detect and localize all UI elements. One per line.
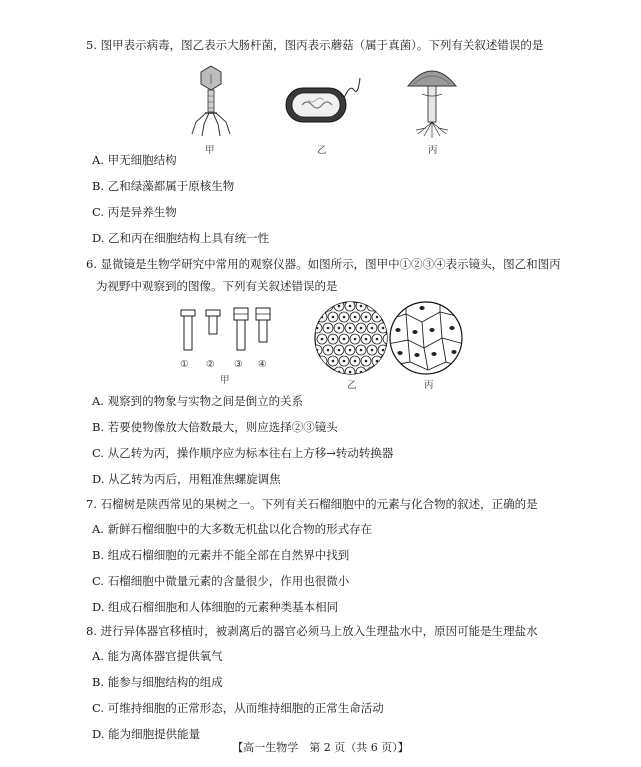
q8-option-b: B. 能参与细胞结构的组成 [92, 675, 223, 689]
virus-figure [186, 62, 236, 142]
q6-stem-line2: 为视野中观察到的图像。下列有关叙述错误的是 [96, 279, 338, 293]
lens-label-3: ③ [234, 359, 243, 370]
field-of-view-yi [313, 300, 389, 376]
q7-stem: 7. 石榴树是陕西常见的果树之一。下列有关石榴细胞中的元素与化合物的叙述，正确的是 [86, 497, 538, 511]
q5-option-b: B. 乙和绿藻都属于原核生物 [92, 179, 235, 193]
q7-option-d: D. 组成石榴细胞和人体细胞的元素种类基本相同 [92, 600, 339, 614]
q8-option-a: A. 能为离体器官提供氧气 [92, 649, 223, 663]
field-of-view-bing [388, 300, 464, 376]
lens-label-2: ② [206, 359, 215, 370]
q8-option-c: C. 可维持细胞的正常形态，从而维持细胞的正常生命活动 [92, 701, 384, 715]
q7-option-a: A. 新鲜石榴细胞中的大多数无机盐以化合物的形式存在 [92, 522, 373, 536]
q6-stem-line1: 6. 显微镜是生物学研究中常用的观察仪器。如图所示，图甲中①②③④表示镜头，图乙和图丙 [86, 257, 561, 271]
q8-stem: 8. 进行异体器官移植时，被剥离后的器官必须马上放入生理盐水中，原因可能是生理盐水 [86, 624, 538, 638]
q5-option-a: A. 甲无细胞结构 [92, 153, 177, 167]
q6-option-d: D. 从乙转为丙后，用粗准焦螺旋调焦 [92, 472, 281, 486]
q5-option-d: D. 乙和丙在细胞结构上具有统一性 [92, 231, 270, 245]
q5-fig-label-jia: 甲 [205, 145, 215, 156]
q5-fig-label-yi: 乙 [317, 145, 327, 156]
q5-fig-label-bing: 丙 [428, 145, 438, 156]
mushroom-figure [404, 62, 460, 140]
q6-fig-label-yi: 乙 [347, 380, 357, 391]
q6-option-b: B. 若要使物像放大倍数最大，则应选择②③镜头 [92, 420, 338, 434]
q6-option-a: A. 观察到的物象与实物之间是倒立的关系 [92, 394, 304, 408]
lens-label-1: ① [180, 359, 189, 370]
q6-fig-label-bing: 丙 [424, 380, 434, 391]
q6-fig-label-jia: 甲 [220, 375, 230, 386]
page-footer: 【高一生物学 第 2 页（共 6 页）】 [232, 741, 409, 754]
q7-option-c: C. 石榴细胞中微量元素的含量很少，作用也很微小 [92, 574, 350, 588]
q5-stem: 5. 图甲表示病毒，图乙表示大肠杆菌，图丙表示蘑菇（属于真菌）。下列有关叙述错误的是 [86, 38, 544, 52]
q6-option-c: C. 从乙转为丙，操作顺序应为标本往右上方移→转动转换器 [92, 446, 394, 460]
q5-option-c: C. 丙是异养生物 [92, 205, 177, 219]
lenses-figure [176, 306, 276, 358]
lens-label-4: ④ [258, 359, 267, 370]
q7-option-b: B. 组成石榴细胞的元素并不能全部在自然界中找到 [92, 548, 350, 562]
bacterium-figure [282, 74, 362, 130]
q8-option-d: D. 能为细胞提供能量 [92, 727, 201, 741]
